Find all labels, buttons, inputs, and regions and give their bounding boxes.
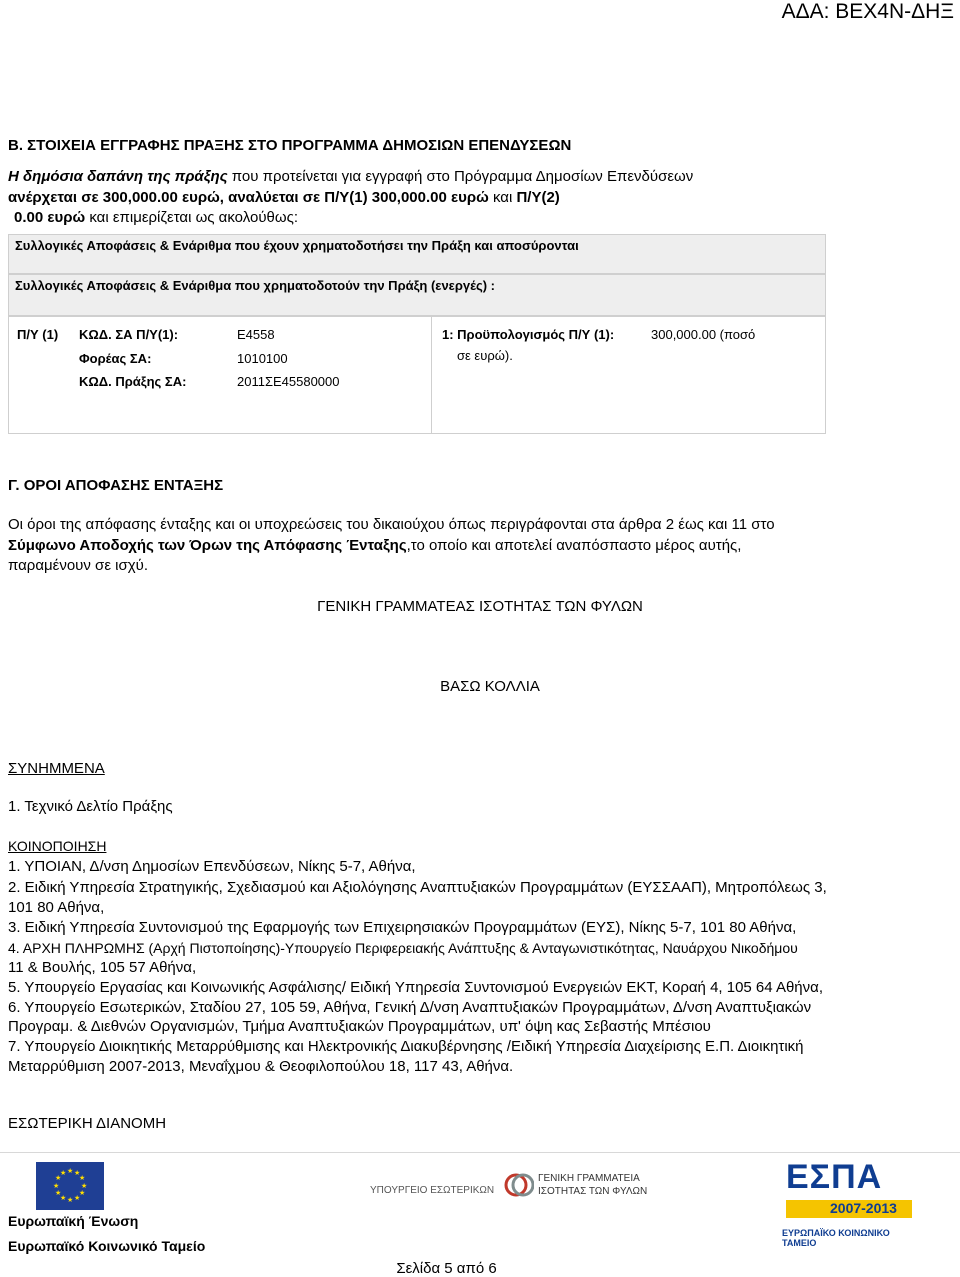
public-expense-label: Η δημόσια δαπάνη της πράξης <box>8 168 228 185</box>
py2-text: Π/Υ(2) <box>516 189 560 206</box>
agreement-rest: ,το οποίο και αποτελεί αναπόσπαστο μέρος αυτής, <box>406 537 742 554</box>
gsgi-line-1: ΓΕΝΙΚΗ ΓΡΑΜΜΑΤΕΙΑ <box>538 1173 640 1184</box>
kod-praxis-value: 2011ΣΕ45580000 <box>237 374 340 389</box>
ada-code: ΑΔΑ: ΒΕΧ4Ν-ΔΗΞ <box>781 0 954 23</box>
notification-line: 3. Ειδική Υπηρεσία Συντονισμού της Εφαρμογής των Επιχειρησιακών Προγραμμάτων (ΕΥΣ), Νίκης 5-7, 101 80 Αθήνα, <box>8 919 797 936</box>
amount-text: ανέρχεται σε 300,000.00 ευρώ, αναλύεται σε Π/Υ(1) 300,000.00 ευρώ <box>8 189 489 206</box>
table-divider <box>431 317 432 433</box>
section-c-line-3: παραμένουν σε ισχύ. <box>8 557 149 574</box>
internal-distribution-title: ΕΣΩΤΕΡΙΚΗ ΔΙΑΝΟΜΗ <box>8 1115 167 1132</box>
section-c-line-2 <box>8 535 741 556</box>
budget-table <box>8 316 826 434</box>
svg-text:★: ★ <box>60 1194 67 1202</box>
notification-line: 7. Υπουργείο Διοικητικής Μεταρρύθμισης και Ηλεκτρονικής Διακυβέρνησης /Ειδική Υπηρεσία Διαχείρισης Ε.Π. Διοικητική <box>8 1038 804 1055</box>
svg-text:★: ★ <box>81 1182 88 1190</box>
notification-line: Μεταρρύθμιση 2007-2013, Μεναΐχμου & Θεοφιλοπούλου 18, 117 43, Αθήνα. <box>8 1058 514 1075</box>
gsgi-logo-icon <box>504 1170 534 1200</box>
notifications-title: ΚΟΙΝΟΠΟΙΗΣΗ <box>8 838 107 854</box>
section-b-line-3 <box>14 207 298 228</box>
allocation-text: και επιμερίζεται ως ακολούθως: <box>85 209 298 226</box>
espa-subtitle: ΕΥΡΩΠΑΪΚΟ ΚΟΙΝΩΝΙΚΟ ΤΑΜΕΙΟ <box>782 1228 890 1248</box>
section-c-line-1: Οι όροι της απόφασης ένταξης και οι υποχρεώσεις του δικαιούχου όπως περιγράφονται στα άρθρα 2 έως και 11 στο <box>8 516 775 533</box>
svg-text:★: ★ <box>74 1169 81 1177</box>
footer-divider <box>0 1152 960 1153</box>
kod-sa-value: Ε4558 <box>237 327 275 342</box>
page-number: Σελίδα 5 από 6 <box>396 1260 497 1277</box>
svg-text:★: ★ <box>74 1194 81 1202</box>
notification-line: 6. Υπουργείο Εσωτερικών, Σταδίου 27, 105 59, Αθήνα, Γενική Δ/νση Αναπτυξιακών Προγραμμάτων, Δ/νση Αναπτυξιακών <box>8 999 812 1016</box>
notification-line: 11 & Βουλής, 105 57 Αθήνα, <box>8 959 197 976</box>
notification-line: Προγραμ. & Διεθνών Οργανισμών, Τμήμα Αναπτυξιακών Προγραμμάτων, υπ' όψη κας Σεβαστής Μπέσιου <box>8 1018 711 1035</box>
svg-text:★: ★ <box>60 1169 67 1177</box>
py-label: Π/Υ (1) <box>17 327 59 342</box>
svg-text:★: ★ <box>55 1174 62 1182</box>
ministry-label: ΥΠΟΥΡΓΕΙΟ ΕΣΩΤΕΡΙΚΩΝ <box>370 1185 495 1196</box>
withdrawn-decisions-box <box>8 234 826 274</box>
notification-line: 5. Υπουργείο Εργασίας και Κοινωνικής Ασφάλισης/ Ειδική Υπηρεσία Συντονισμού Ενεργειών ΕΚΤ, Κοραή 4, 105 64 Αθήνα, <box>8 979 823 996</box>
notification-line: 2. Ειδική Υπηρεσία Στρατηγικής, Σχεδιασμού και Αξιολόγησης Αναπτυξιακών Προγραμμάτων (ΕΥΣΣΑΑΠ), Μητροπόλεως 3, <box>8 879 827 896</box>
section-c-title: Γ. ΟΡΟΙ ΑΠΟΦΑΣΗΣ ΕΝΤΑΞΗΣ <box>8 477 224 494</box>
agreement-title: Σύμφωνο Αποδοχής των Όρων της Απόφασης Ένταξης <box>8 537 407 554</box>
svg-text:★: ★ <box>79 1174 86 1182</box>
attachment-item: 1. Τεχνικό Δελτίο Πράξης <box>8 798 173 815</box>
section-b-line-2 <box>8 187 560 208</box>
espa-title: ΕΣΠΑ <box>786 1158 883 1196</box>
eu-label: Ευρωπαϊκή Ένωση <box>8 1213 139 1229</box>
espa-logo <box>780 1158 920 1250</box>
section-b-title: Β. ΣΤΟΙΧΕΙΑ ΕΓΓΡΑΦΗΣ ΠΡΑΞΗΣ ΣΤΟ ΠΡΟΓΡΑΜΜΑ ΔΗΜΟΣΙΩΝ ΕΠΕΝΔΥΣΕΩΝ <box>8 137 572 154</box>
notification-line: 4. ΑΡΧΗ ΠΛΗΡΩΜΗΣ (Αρχή Πιστοποίησης)-Υπουργείο Περιφερειακής Ανάπτυξης & Ανταγωνιστικότητας, Ναυάρχου Νικοδήμου <box>8 940 798 956</box>
kod-praxis-label: ΚΩΔ. Πράξης ΣΑ: <box>79 374 187 389</box>
espa-years: 2007-2013 <box>830 1200 897 1216</box>
eu-flag-icon <box>36 1162 104 1210</box>
budget-label: 1: Προϋπολογισμός Π/Υ (1): <box>442 327 615 342</box>
withdrawn-decisions-text: Συλλογικές Αποφάσεις & Ενάριθμα που έχουν χρηματοδοτήσει την Πράξη και αποσύρονται <box>15 238 579 253</box>
gsgi-label <box>538 1172 647 1198</box>
attachments-title: ΣΥΝΗΜΜΕΝΑ <box>8 760 105 777</box>
signatory-name: ΒΑΣΩ ΚΟΛΛΙΑ <box>440 678 540 695</box>
svg-text:★: ★ <box>79 1189 86 1197</box>
active-decisions-text: Συλλογικές Αποφάσεις & Ενάριθμα που χρηματοδοτούν την Πράξη (ενεργές) : <box>15 278 496 293</box>
svg-text:★: ★ <box>67 1196 74 1204</box>
notification-line: 101 80 Αθήνα, <box>8 899 105 916</box>
svg-text:★: ★ <box>67 1167 74 1175</box>
svg-text:★: ★ <box>55 1189 62 1197</box>
py2-amount: 0.00 ευρώ <box>14 209 86 226</box>
foreas-label: Φορέας ΣΑ: <box>79 351 152 366</box>
section-b-line-1-rest: που προτείνεται για εγγραφή στο Πρόγραμμα Δημοσίων Επενδύσεων <box>227 168 694 185</box>
budget-value-unit: σε ευρώ). <box>457 348 513 363</box>
svg-text:★: ★ <box>53 1182 60 1190</box>
notification-line: 1. ΥΠΟΙΑΝ, Δ/νση Δημοσίων Επενδύσεων, Νίκης 5-7, Αθήνα, <box>8 858 416 875</box>
active-decisions-box <box>8 274 826 316</box>
signatory-role: ΓΕΝΙΚΗ ΓΡΑΜΜΑΤΕΑΣ ΙΣΟΤΗΤΑΣ ΤΩΝ ΦΥΛΩΝ <box>317 598 643 615</box>
and-text: και <box>488 189 517 206</box>
budget-value: 300,000.00 (ποσό <box>651 327 756 342</box>
foreas-value: 1010100 <box>237 351 288 366</box>
kod-sa-label: ΚΩΔ. ΣΑ Π/Υ(1): <box>79 327 179 342</box>
section-b-line-1 <box>8 166 693 187</box>
esf-label: Ευρωπαϊκό Κοινωνικό Ταμείο <box>8 1238 206 1254</box>
gsgi-line-2: ΙΣΟΤΗΤΑΣ ΤΩΝ ΦΥΛΩΝ <box>538 1186 648 1197</box>
